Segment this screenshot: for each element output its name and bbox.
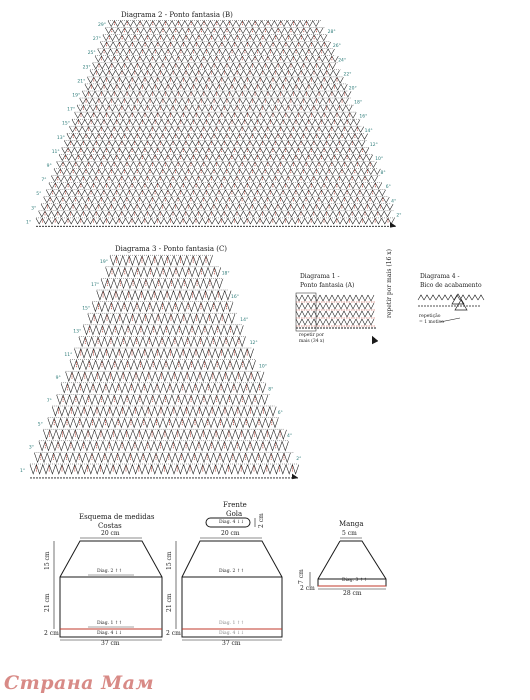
row-number-label: 28° — [327, 30, 336, 35]
stitch-column-marker — [72, 374, 251, 380]
row-number-label: 7° — [46, 399, 52, 405]
row-number-label: 18° — [221, 271, 230, 277]
front-diag2-label: Diag. 2 ↑↑ — [219, 569, 245, 574]
stitch-column-marker — [48, 205, 381, 209]
row-number-label: 19° — [72, 93, 81, 99]
diagram-4-title-line2: Bico de acabamento — [420, 282, 482, 289]
stitch-column-marker — [86, 99, 342, 103]
stitch-row — [95, 56, 338, 62]
row-number-label: 6° — [277, 410, 283, 416]
stitch-row — [57, 162, 377, 168]
row-number-label: 19° — [100, 260, 108, 265]
stitch-column-marker — [58, 177, 365, 181]
watermark-logo: Страна Мам — [4, 672, 155, 694]
stitch-column-marker — [60, 170, 367, 174]
back-bottom-width: 37 cm — [101, 640, 120, 647]
front-diag1-label: Diag. 1 ↑↑ — [219, 621, 245, 626]
row-number-label: 3° — [31, 206, 37, 212]
stitch-column-marker — [94, 78, 337, 82]
schema-title: Esquema de medidas — [79, 513, 155, 521]
stitch-row — [72, 120, 360, 126]
row-number-label: 26° — [332, 44, 341, 50]
diagram-2-chart — [26, 21, 402, 228]
row-number-label: 25° — [87, 51, 96, 57]
stitch-column-marker — [63, 163, 370, 167]
stitch-row — [296, 311, 374, 317]
stitch-row — [62, 148, 369, 154]
collar-height: 2 cm — [258, 513, 265, 528]
stitch-row — [49, 183, 382, 189]
diagram-1-repeat-right: repetir por mais (16 x) — [386, 249, 393, 318]
row-number-label: 16° — [359, 114, 368, 120]
front-label: Frente — [223, 501, 247, 509]
start-arrow — [292, 474, 298, 479]
stitch-column-marker — [50, 198, 383, 202]
stitch-row — [52, 407, 276, 416]
row-number-label: 21° — [77, 79, 86, 85]
row-number-label: 11° — [51, 149, 60, 155]
diagram-1-title-line2: Ponto fantasia (A) — [300, 282, 355, 289]
row-number-label: 12° — [369, 142, 378, 148]
stitch-row — [69, 127, 363, 133]
diagram-4-title-line1: Diagrama 4 - — [420, 273, 460, 280]
stitch-column-marker — [45, 212, 378, 216]
stitch-row — [85, 84, 347, 90]
stitch-row — [80, 98, 349, 104]
stitch-column-marker — [81, 114, 350, 118]
stitch-row — [98, 49, 335, 55]
stitch-column-marker — [41, 455, 284, 461]
stitch-row — [36, 218, 394, 224]
stitch-row — [110, 256, 212, 265]
front-bottom-width: 37 cm — [222, 640, 241, 647]
stitch-row — [105, 28, 323, 34]
diagram-1-repeat-bottom-2: mais (34 x) — [299, 339, 325, 344]
diagram-1-repeat-bottom-1: repetir por — [299, 333, 324, 338]
row-number-label: 20° — [348, 86, 357, 92]
row-number-label: 5° — [37, 422, 43, 428]
stitch-row — [39, 211, 391, 217]
stitch-column-marker — [63, 397, 255, 403]
stitch-column-marker — [89, 92, 345, 96]
stitch-row — [70, 360, 256, 369]
stitch-row — [93, 63, 336, 69]
stitch-row — [83, 325, 243, 334]
row-number-label: 12° — [249, 341, 258, 347]
stitch-column-marker — [53, 191, 373, 195]
back-band-height: 2 cm — [44, 630, 59, 637]
row-number-label: 10° — [375, 156, 384, 162]
stitch-row — [44, 197, 390, 203]
row-number-label: 24° — [338, 58, 347, 64]
sleeve-bottom-width: 28 cm — [343, 590, 362, 597]
stitch-row — [61, 383, 266, 392]
front-top-width: 20 cm — [221, 530, 240, 537]
front-lower-height: 21 cm — [166, 593, 173, 612]
row-number-label: 13° — [73, 329, 82, 335]
row-number-label: 13° — [56, 135, 65, 141]
stitch-column-marker — [59, 408, 264, 414]
back-diag2-label: Diag. 2 ↑↑ — [97, 569, 123, 574]
row-number-label: 2° — [296, 457, 302, 463]
stitch-row — [64, 141, 365, 147]
diagram-1-title-line1: Diagrama 1 - — [300, 273, 340, 280]
picot-motif — [452, 294, 467, 310]
stitch-row — [103, 35, 327, 41]
row-number-label: 1° — [26, 220, 32, 226]
stitch-row — [66, 372, 264, 381]
row-number-label: 1° — [20, 468, 26, 474]
stitch-row — [51, 176, 377, 182]
back-lower-height: 21 cm — [44, 593, 51, 612]
stitch-row — [101, 279, 223, 288]
stitch-column-marker — [78, 121, 347, 125]
row-number-label: 5° — [36, 192, 42, 198]
row-number-label: 3° — [28, 445, 35, 451]
stitch-column-marker — [91, 85, 334, 89]
row-number-label: 15° — [62, 121, 70, 127]
stitch-row — [296, 295, 374, 301]
stitch-row — [41, 204, 393, 210]
collar-label: Gola — [226, 510, 243, 518]
stitch-row — [74, 349, 253, 358]
stitch-row — [296, 303, 374, 309]
stitch-row — [90, 70, 340, 76]
stitch-row — [77, 105, 352, 111]
sleeve-band-height: 2 cm — [300, 585, 315, 592]
stitch-row — [82, 91, 351, 97]
stitch-row — [97, 291, 231, 300]
row-number-label: 4° — [287, 434, 293, 439]
stitch-row — [34, 453, 290, 462]
stitch-row — [67, 134, 368, 140]
stitch-row — [39, 441, 289, 450]
stitch-column-marker — [112, 29, 317, 33]
back-diag4-label: Diag. 4 ↓↓ — [97, 631, 123, 636]
front-band-height: 2 cm — [166, 630, 181, 637]
diagram-4-repeat-2: = 1 motivo — [419, 320, 444, 325]
row-number-label: 27° — [92, 37, 101, 43]
stitch-column-marker — [84, 107, 340, 111]
row-number-label: 29° — [98, 23, 106, 28]
stitch-column-marker — [94, 316, 222, 322]
back-top-width: 20 cm — [101, 530, 120, 537]
row-number-label: 9° — [46, 164, 52, 169]
stitch-row — [48, 418, 278, 427]
stitch-row — [100, 42, 330, 48]
diagram-3-title: Diagrama 3 - Ponto fantasia (C) — [115, 245, 228, 253]
stitch-row — [46, 190, 385, 196]
row-number-label: 17° — [67, 107, 76, 113]
start-arrow — [390, 222, 396, 227]
start-arrow — [372, 336, 378, 344]
diagram-2-title: Diagrama 2 - Ponto fantasia (B) — [121, 11, 233, 19]
front-upper-height: 15 cm — [166, 551, 173, 570]
row-number-label: 4° — [391, 199, 397, 205]
stitch-column-marker — [55, 184, 375, 188]
row-number-label: 14° — [240, 318, 249, 323]
row-number-label: 2° — [396, 213, 402, 219]
stitch-row — [75, 113, 357, 119]
stitch-column-marker — [114, 22, 306, 26]
sleeve-height: 7 cm — [298, 569, 305, 584]
collar-diag4-label: Diag. 4 ↓↓ — [219, 520, 245, 525]
stitch-row — [54, 169, 380, 175]
sleeve-label: Manga — [339, 520, 364, 528]
back-upper-height: 15 cm — [44, 551, 51, 570]
row-number-label: 16° — [231, 294, 239, 300]
stitch-column-marker — [36, 466, 292, 472]
row-number-label: 7° — [41, 178, 47, 184]
stitch-row — [88, 314, 235, 323]
stitch-row — [296, 319, 374, 325]
edging-row — [418, 295, 484, 300]
back-label: Costas — [98, 522, 122, 530]
stitch-column-marker — [109, 36, 314, 40]
row-number-label: 18° — [354, 100, 363, 106]
row-number-label: 8° — [268, 387, 274, 393]
row-number-label: 11° — [64, 352, 73, 358]
row-number-label: 6° — [385, 185, 391, 191]
stitch-column-marker — [99, 304, 227, 310]
stitch-column-marker — [103, 292, 218, 298]
stitch-column-marker — [90, 327, 231, 333]
row-number-label: 22° — [343, 72, 352, 78]
sleeve-top-width: 5 cm — [342, 530, 357, 537]
row-number-label: 10° — [259, 364, 267, 370]
diagram-4-repeat-1: repetição — [419, 314, 441, 319]
row-number-label: 9° — [55, 376, 61, 381]
sleeve-diag3-label: Diag. 3 ↑↑ — [342, 578, 368, 583]
front-diag4-label: Diag. 4 ↓↓ — [219, 631, 245, 636]
row-number-label: 17° — [91, 283, 100, 289]
stitch-row — [87, 77, 343, 83]
back-diag1-label: Diag. 1 ↑↑ — [97, 621, 123, 626]
row-number-label: 15° — [82, 306, 91, 312]
row-number-label: 14° — [364, 128, 373, 134]
stitch-column-marker — [68, 385, 260, 391]
stitch-row — [108, 21, 319, 27]
row-number-label: 23° — [82, 65, 91, 71]
stitch-row — [59, 155, 373, 161]
diagram-3-chart — [20, 255, 301, 479]
row-number-label: 8° — [380, 171, 386, 176]
